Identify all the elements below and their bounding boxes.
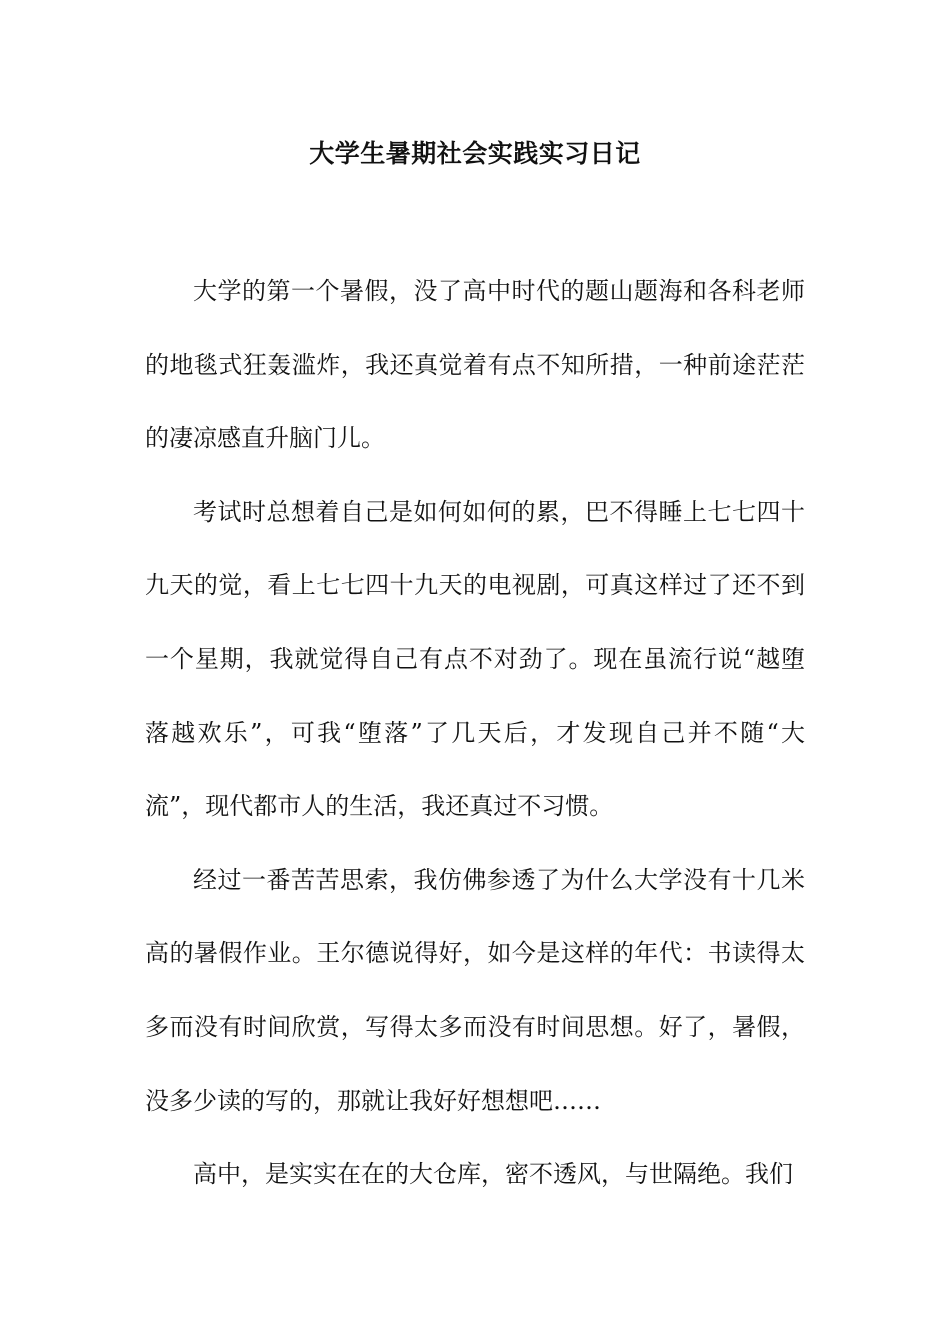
document-body [145,255,805,1212]
paragraph-3: 经过一番苦苦思索，我仿佛参透了为什么大学没有十几米高的暑假作业。王尔德说得好，如今是这样的年代：书读得太多而没有时间欣赏，写得太多而没有时间思想。好了，暑假，没多少读的写的，那就让我好好想想吧…… [145,865,805,1115]
paragraph-1: 大学的第一个暑假，没了高中时代的题山题海和各科老师的地毯式狂轰滥炸，我还真觉着有点不知所措，一种前途茫茫的凄凉感直升脑门儿。 [145,277,805,453]
paragraph-2: 考试时总想着自己是如何如何的累，巴不得睡上七七四十九天的觉，看上七七四十九天的电视剧，可真这样过了还不到一个星期，我就觉得自己有点不对劲了。现在虽流行说“越堕落越欢乐”，可我“堕落”了几天后，才发现自己并不随“大流”，现代都市人的生活，我还真过不习惯。 [145,497,805,821]
paragraph-4: 高中，是实实在在的大仓库，密不透风，与世隔绝。我们 [193,1160,793,1189]
document-title: 大学生暑期社会实践实习日记 [309,139,641,168]
